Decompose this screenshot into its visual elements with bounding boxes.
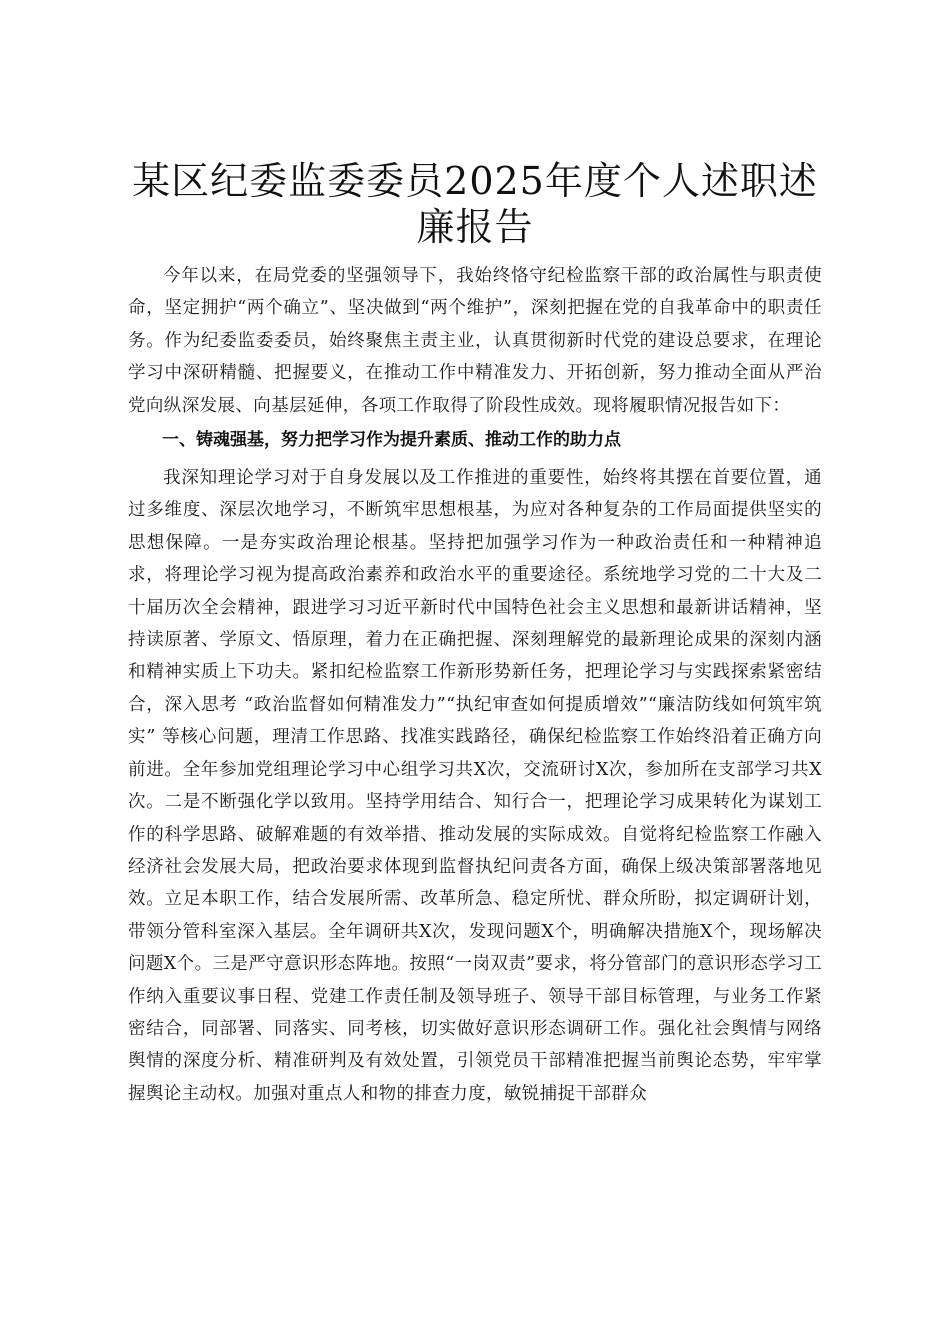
intro-paragraph: 今年以来，在局党委的坚强领导下，我始终恪守纪检监察干部的政治属性与职责使命，坚定拥护“两个确立”、坚决做到“两个维护”，深刻把握在党的自我革命中的职责任务。作为纪委监委委员，始终聚焦主责主业，认真贯彻新时代党的建设总要求，在理论学习中深研精髓、把握要义，在推动工作中精准发力、开拓创新，努力推动全面从严治党向纵深发展、向基层延伸，各项工作取得了阶段性成效。现将履职情况报告如下： xyxy=(128,266,822,416)
section-1-paragraph: 我深知理论学习对于自身发展以及工作推进的重要性，始终将其摆在首要位置，通过多维度、深层次地学习，不断筑牢思想根基，为应对各种复杂的工作局面提供坚实的思想保障。一是夯实政治理论根基。坚持把加强学习作为一种政治责任和一种精神追求，将理论学习视为提高政治素养和政治水平的重要途径。系统地学习党的二十大及二十届历次全会精神，跟进学习习近平新时代中国特色社会主义思想和最新讲话精神，坚持读原著、学原文、悟原理，着力在正确把握、深刻理解党的最新理论成果的深刻内涵和精神实质上下功夫。紧扣纪检监察工作新形势新任务，把理论学习与实践探索紧密结合，深入思考 “政治监督如何精准发力”“执纪审查如何提质增效”“廉洁防线如何筑牢筑实” 等核心问题，理清工作思路、找准实践路径，确保纪检监察工作始终沿着正确方向前进。全年参加党组理论学习中心组学习共X次，交流研讨X次，参加所在支部学习共X次。二是不断强化学以致用。坚持学用结合、知行合一，把理论学习成果转化为谋划工作的科学思路、破解难题的有效举措、推动发展的实际成效。自觉将纪检监察工作融入经济社会发展大局，把政治要求体现到监督执纪问责各方面，确保上级决策部署落地见效。立足本职工作，结合发展所需、改革所急、稳定所忧、群众所盼，拟定调研计划，带领分管科室深入基层。全年调研共X次，发现问题X个，明确解决措施X个，现场解决问题X个。三是严守意识形态阵地。按照“一岗双责”要求，将分管部门的意识形态学习工作纳入重要议事日程、党建工作责任制及领导班子、领导干部目标管理，与业务工作紧密结合，同部署、同落实、同考核，切实做好意识形态调研工作。强化社会舆情与网络舆情的深度分析、精准研判及有效处置，引领党员干部精准把握当前舆论态势，牢牢掌握舆论主动权。加强对重点人和物的排查力度，敏锐捕捉干部群众 xyxy=(128,468,822,1104)
section-1-heading: 一、铸魂强基，努力把学习作为提升素质、推动工作的助力点 xyxy=(162,430,621,451)
report-body xyxy=(128,260,822,1110)
report-title: 某区纪委监委委员2025年度个人述职述廉报告 xyxy=(132,159,818,249)
